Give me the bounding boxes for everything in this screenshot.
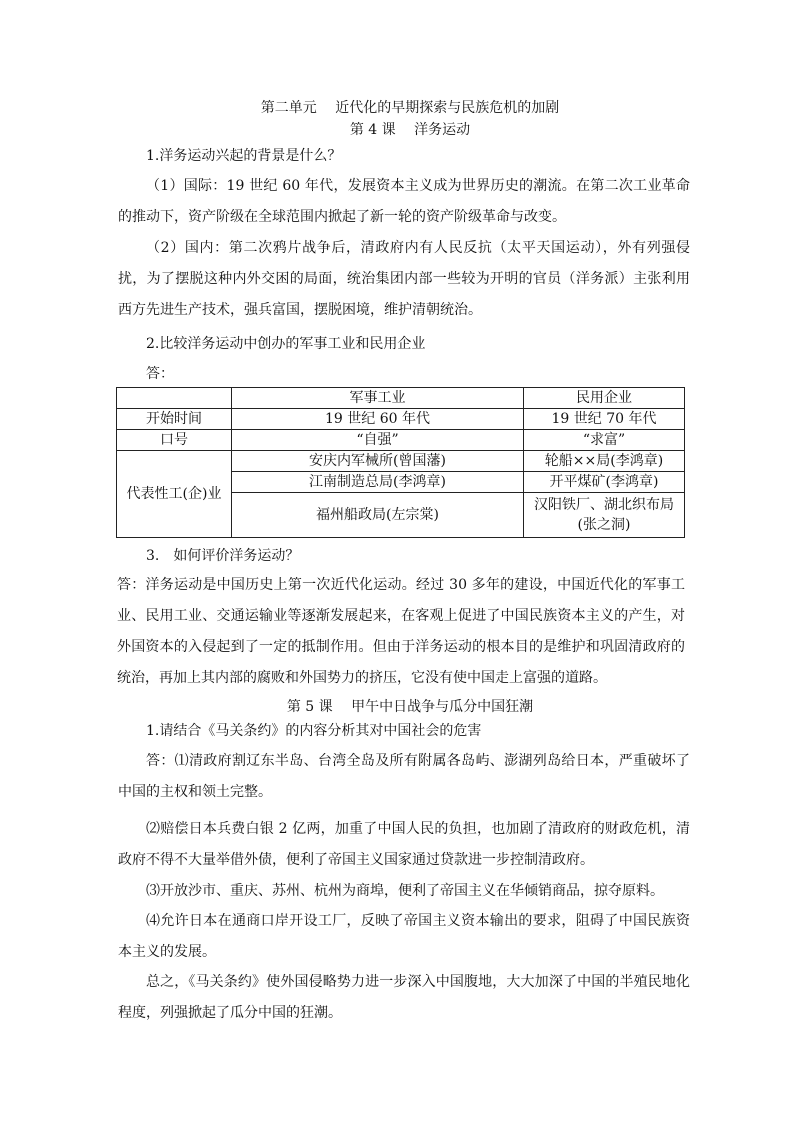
slogan-military: “自强” <box>232 430 524 451</box>
unit-title: 第二单元 近代化的早期探索与民族危机的加剧 <box>260 100 560 116</box>
comparison-table <box>116 387 685 538</box>
lesson-4-question-2: 2.比较洋务运动中创办的军事工业和民用企业 <box>146 336 426 352</box>
lesson-5-summary: 总之，《马关条约》使外国侵略势力进一步深入中国腹地，大大加深了中国的半殖民地化程度，列强掀起了瓜分中国的狂潮。 <box>118 974 690 1021</box>
lesson-5-answer-4: ⑷允许日本在通商口岸开设工厂，反映了帝国主义资本输出的要求，阻碍了中国民族资本主义的发展。 <box>118 913 690 960</box>
lesson-5-answer-2: ⑵赔偿日本兵费白银 2 亿两，加重了中国人民的负担，也加剧了清政府的财政危机，清政府不得不大量举借外债，便利了帝国主义国家通过贷款进一步控制清政府。 <box>118 821 690 868</box>
lesson-4-question-3: 3. 如何评价洋务运动？ <box>146 548 300 564</box>
lesson-4-answer-3: 答：洋务运动是中国历史上第一次近代化运动。经过 30 多年的建设，中国近代化的军事工业、民用工业、交通运输业等逐渐发展起来，在客观上促进了中国民族资本主义的产生，对外国资本的入侵起到了一定的抵制作用。但由于洋务运动的根本目的是维护和巩固清政府的统治，再加上其内部的腐败和外国势力的挤压，它没有使中国走上富强的道路。 <box>117 577 685 686</box>
row-label-start: 开始时间 <box>117 409 232 430</box>
lesson-4-question-1: 1.洋务运动兴起的背景是什么？ <box>146 148 342 164</box>
lesson-5-question-1: 1.请结合《马关条约》的内容分析其对中国社会的危害 <box>146 723 482 739</box>
rep-civil-3: 汉阳铁厂、湖北织布局(张之洞) <box>524 493 685 538</box>
rep-military-3: 福州船政局(左宗棠) <box>232 493 524 538</box>
lesson-4-answer-1-international: （1）国际：19 世纪 60 年代，发展资本主义成为世界历史的潮流。在第二次工业革命的推动下，资产阶级在全球范围内掀起了新一轮的资产阶级革命与改变。 <box>118 178 690 225</box>
table-row <box>117 451 685 472</box>
lesson-5-answer-3: ⑶开放沙市、重庆、苏州、杭州为商埠，便利了帝国主义在华倾销商品，掠夺原料。 <box>146 883 664 899</box>
slogan-civil: “求富” <box>524 430 685 451</box>
rep-civil-2: 开平煤矿(李鸿章) <box>524 472 685 493</box>
header-civil: 民用企业 <box>524 388 685 409</box>
rep-military-2: 江南制造总局(李鸿章) <box>232 472 524 493</box>
table-header-row <box>117 388 685 409</box>
lesson-5-title: 第 5 课 甲午中日战争与瓜分中国狂潮 <box>286 699 534 715</box>
lesson-5-answer-1: 答：⑴清政府割辽东半岛、台湾全岛及所有附属各岛屿、澎湖列岛给日本，严重破坏了中国的主权和领土完整。 <box>118 753 690 800</box>
start-military: 19 世纪 60 年代 <box>232 409 524 430</box>
header-military: 军事工业 <box>232 388 524 409</box>
table-row <box>117 430 685 451</box>
rep-military-1: 安庆内军械所(曾国藩) <box>232 451 524 472</box>
lesson-4-answer-1-domestic: （2）国内：第二次鸦片战争后，清政府内有人民反抗（太平天国运动），外有列强侵扰，为了摆脱这种内外交困的局面，统治集团内部一些较为开明的官员（洋务派）主张利用西方先进生产技术，强兵富国，摆脱困境，维护清朝统治。 <box>118 240 690 318</box>
lesson-4-title: 第 4 课 洋务运动 <box>349 122 471 138</box>
answer-label: 答： <box>146 366 174 382</box>
rep-civil-1: 轮船××局(李鸿章) <box>524 451 685 472</box>
table-row <box>117 409 685 430</box>
start-civil: 19 世纪 70 年代 <box>524 409 685 430</box>
row-label-slogan: 口号 <box>117 430 232 451</box>
table-corner-cell <box>117 388 232 409</box>
row-label-representative: 代表性工(企)业 <box>117 451 232 538</box>
